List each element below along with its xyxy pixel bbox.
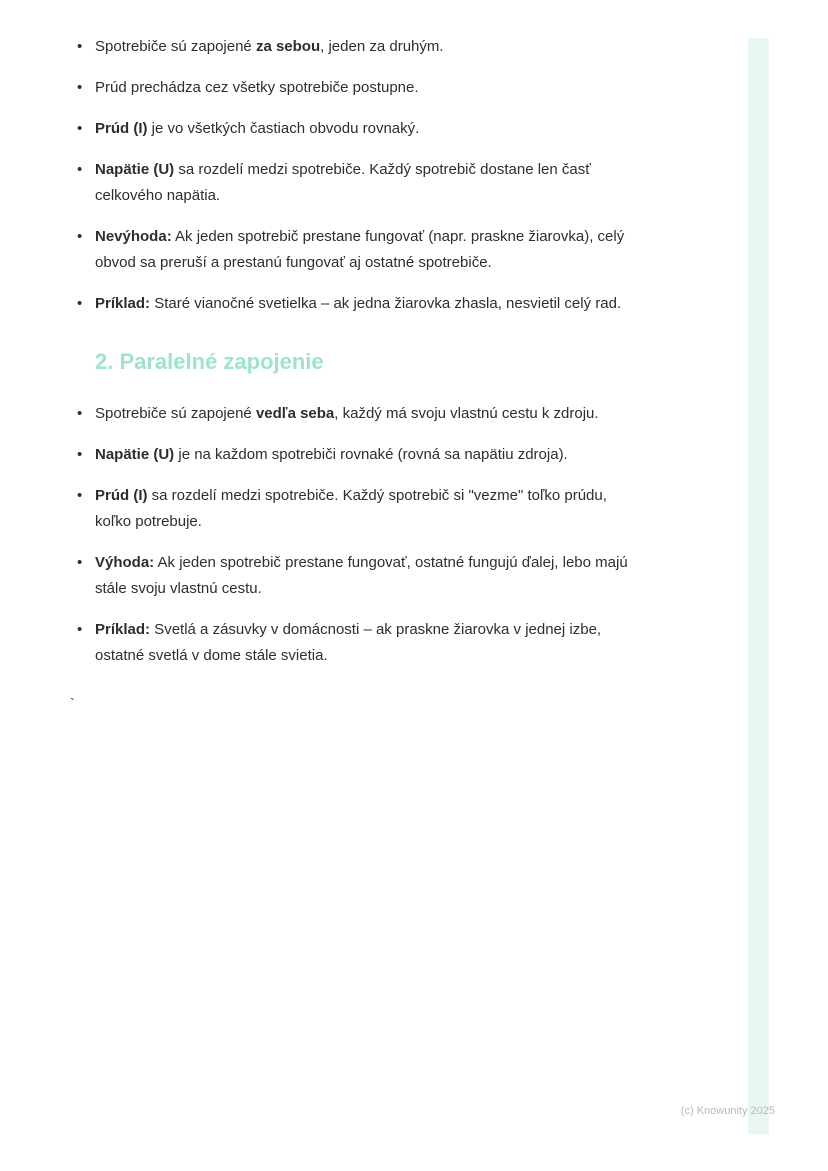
text: je vo všetkých častiach obvodu rovnaký. [147, 120, 420, 137]
text: , jeden za druhým. [320, 38, 444, 55]
bold-text: Výhoda: [95, 554, 155, 571]
text: Ak jeden spotrebič prestane fungovať (napr. praskne žiarovka), celý obvod sa preruší a prestanú fungovať aj ostatné spotrebiče. [95, 228, 625, 271]
list-item [95, 34, 635, 60]
list-item [95, 442, 635, 468]
list-item [95, 401, 635, 427]
text: , každý má svoju vlastnú cestu k zdroju. [334, 405, 599, 422]
bold-text: vedľa seba [255, 405, 335, 422]
list-item [95, 157, 635, 209]
list-item [95, 550, 635, 602]
bold-text: Prúd (I) [95, 487, 148, 504]
text: sa rozdelí medzi spotrebiče. Každý spotrebič dostane len časť celkového napätia. [95, 161, 591, 204]
bold-text: Prúd (I) [95, 120, 148, 137]
series-circuit-list [95, 34, 635, 317]
text: sa rozdelí medzi spotrebiče. Každý spotrebič si "vezme" toľko prúdu, koľko potrebuje. [95, 487, 607, 530]
bold-text: Napätie (U) [95, 446, 175, 463]
list-item [95, 75, 635, 101]
list-item [95, 291, 635, 317]
text: Spotrebiče sú zapojené [95, 38, 256, 55]
bold-text: Príklad: [95, 295, 151, 312]
bold-text: Napätie (U) [95, 161, 175, 178]
text: Ak jeden spotrebič prestane fungovať, ostatné fungujú ďalej, lebo majú stále svoju vlastnú cestu. [95, 554, 628, 597]
bold-text: za sebou [255, 38, 321, 55]
text: Staré vianočné svetielka – ak jedna žiarovka zhasla, nesvietil celý rad. [150, 295, 622, 312]
text: Prúd prechádza cez všetky spotrebiče postupne. [95, 79, 419, 96]
list-item [95, 224, 635, 276]
bold-text: Príklad: [95, 621, 151, 638]
list-item [95, 617, 635, 669]
stray-backtick: ` [70, 695, 75, 711]
bold-text: Nevýhoda: [95, 228, 172, 245]
list-item [95, 116, 635, 142]
text: Svetlá a zásuvky v domácnosti – ak praskne žiarovka v jednej izbe, ostatné svetlá v dome stále svietia. [95, 621, 602, 664]
text: je na každom spotrebiči rovnaké (rovná sa napätiu zdroja). [174, 446, 568, 463]
list-item [95, 483, 635, 535]
page-edge-strip [748, 38, 769, 1134]
parallel-circuit-list [95, 401, 635, 669]
section-heading-parallel: 2. Paralelné zapojenie [95, 349, 324, 374]
text: Spotrebiče sú zapojené [95, 405, 256, 422]
page-content [70, 34, 635, 711]
footer-copyright: (c) Knowunity 2025 [680, 1105, 775, 1117]
